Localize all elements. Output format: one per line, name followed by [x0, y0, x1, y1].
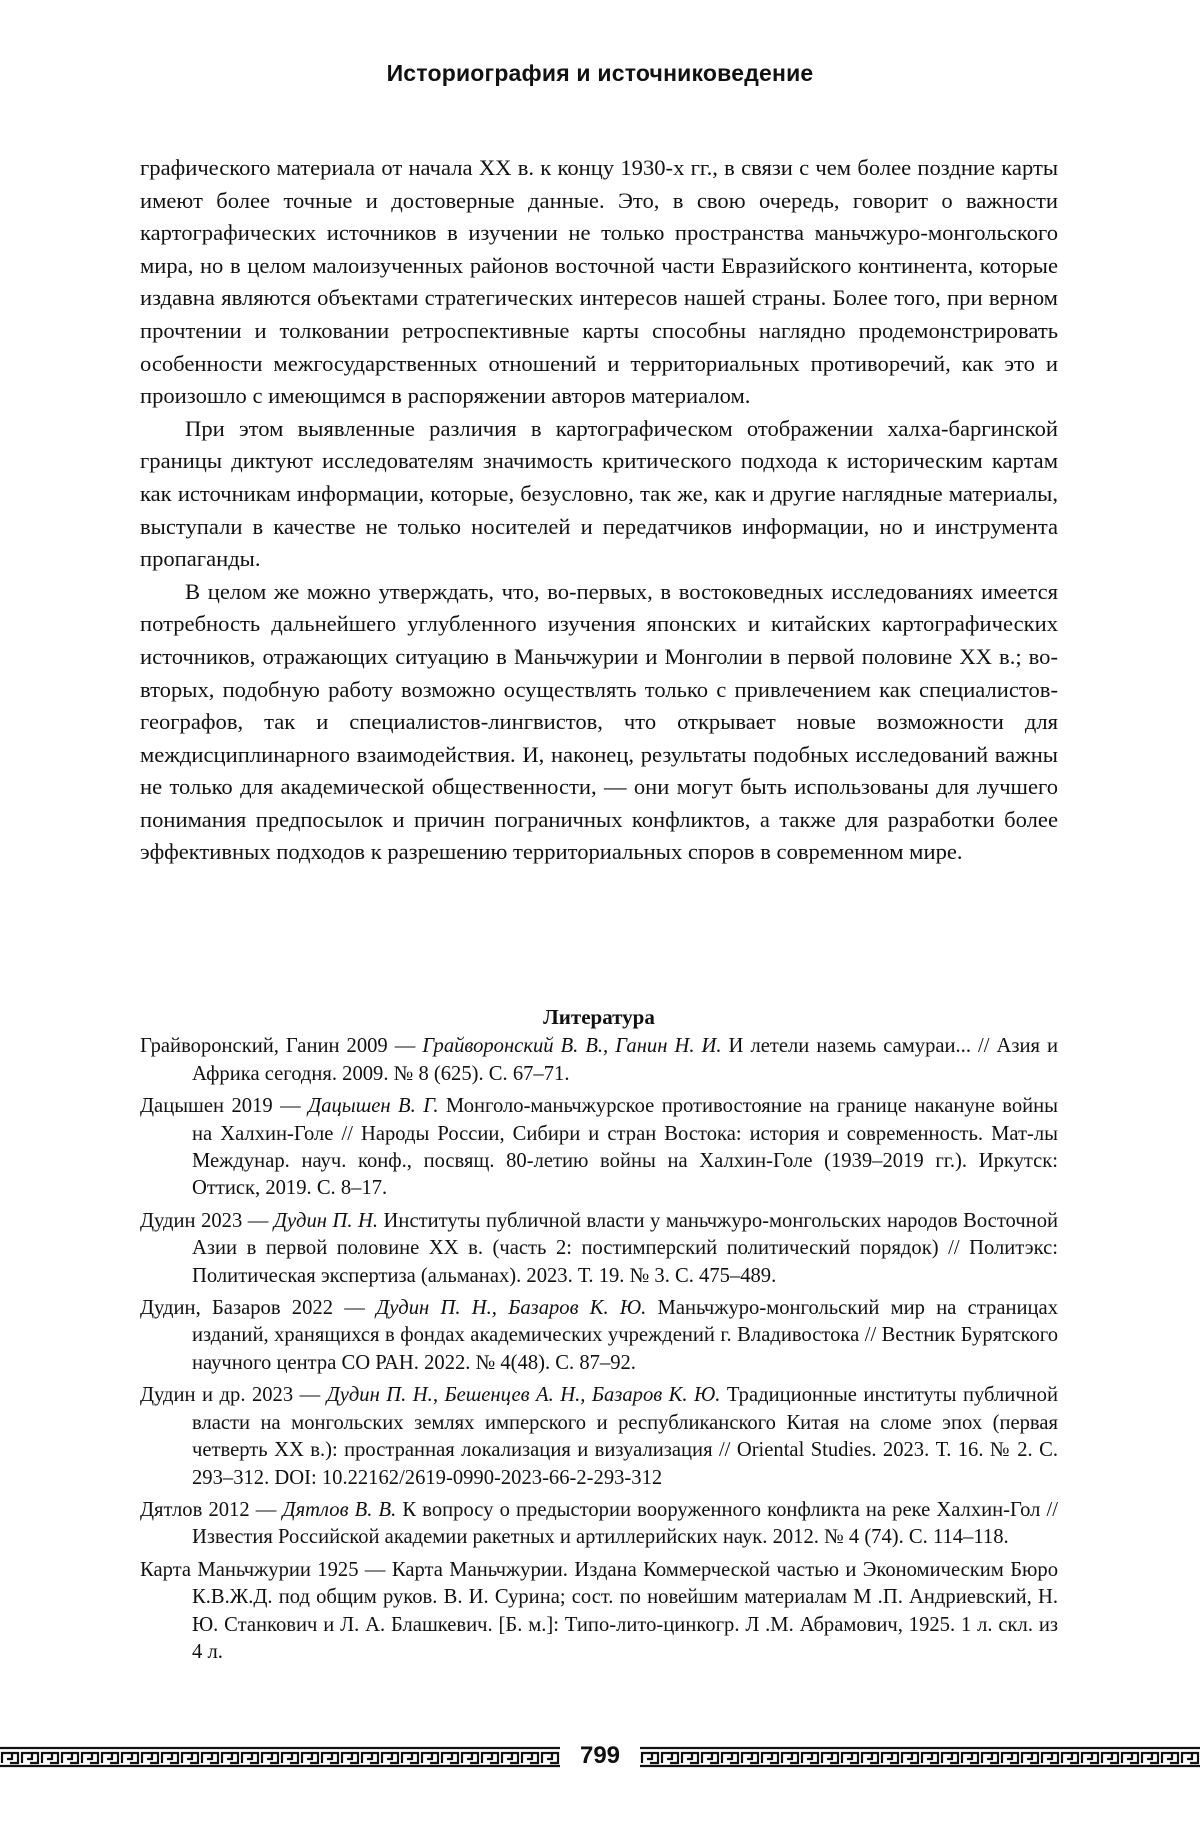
meander-ornament-right-icon — [640, 1745, 1200, 1769]
reference-item — [140, 1382, 1058, 1492]
body-paragraph-3: В целом же можно утверждать, что, во-первых, в востоковедных исследованиях имеется потребность дальнейшего углубленного изучения японских и китайских картографических источников, отражающих ситуацию в Маньчжурии и Монголии в первой половине XX в.; во-вторых, подобную работу возможно осуществлять только с привлечением как специалистов-географов, так и специалистов-лингвистов, что открывает новые возможности для междисциплинарного взаимодействия. И, наконец, результаты подобных исследований важны не только для академической общественности, — они могут быть использованы для лучшего понимания предпосылок и причин пограничных конфликтов, а также для разработки более эффективных подходов к разрешению территориальных споров в современном мире. — [140, 578, 1058, 865]
reference-item — [140, 1033, 1058, 1088]
reference-key: Дудин, Базаров 2022 — — [140, 1297, 377, 1320]
reference-authors: Дацышен В. Г. — [308, 1095, 439, 1118]
reference-details: Маньчжуро-монгольский мир на страницах изданий, хранящихся в фондах академических учреждений г. Владивостока // Вестник Бурятского научного центра СО РАН. 2022. № 4(48). С. 87–92. — [192, 1297, 1058, 1374]
page-number: 799 — [579, 1742, 621, 1769]
reference-details: Карта Маньчжурии. Издана Коммерческой частью и Экономическим Бюро К.В.Ж.Д. под общим руков. В. И. Сурина; сост. по новейшим материалам М .П. Андриевский, Н. Ю. Станкович и Л. А. Блашкевич. [Б. м.]: Типо-лито-цинкогр. Л .М. Абрамович, 1925. 1 л. скл. из 4 л. — [192, 1558, 1058, 1663]
reference-authors: Грайворонский В. В., Ганин Н. И. — [422, 1035, 722, 1058]
reference-details: К вопросу о предыстории вооруженного конфликта на реке Халхин-Гол // Известия Российской академии ракетных и артиллерийских наук. 2012. № 4 (74). С. 114–118. — [192, 1498, 1058, 1549]
reference-details: Монголо-маньчжурское противостояние на границе накануне войны на Халхин-Голе // Народы России, Сибири и стран Востока: история и современность. Мат-лы Междунар. науч. конф., посвящ. 80-летию войны на Халхин-Голе (1939–2019 гг.). Иркутск: Оттиск, 2019. С. 8–17. — [192, 1095, 1059, 1200]
running-header-title: Историография и источниковедение — [386, 60, 814, 86]
reference-key: Дудин и др. 2023 — — [140, 1384, 327, 1407]
reference-key: Грайворонский, Ганин 2009 — — [140, 1035, 423, 1058]
reference-authors: Дудин П. Н. — [273, 1209, 379, 1232]
reference-key: Дацышен 2019 — — [140, 1095, 309, 1118]
reference-key: Дудин 2023 — — [140, 1209, 274, 1232]
body-paragraph-1: графического материала от начала XX в. к концу 1930-х гг., в связи с чем более поздние карты имеют более точные и достоверные данные. Это, в свою очередь, говорит о важности картографических источников в изучении не только пространства маньчжуро-монгольского мира, но в целом малоизученных районов восточной части Евразийского континента, которые издавна являются объектами стратегических интересов нашей страны. Более того, при верном прочтении и толковании ретроспективные карты способны наглядно продемонстрировать особенности межгосударственных отношений и территориальных противоречий, как это и произошло с имеющимся в распоряжении авторов материалом. — [140, 155, 1058, 409]
references-section — [140, 1004, 1058, 1671]
reference-details: Традиционные институты публичной власти на монгольских землях имперского и республиканского Китая на сломе эпох (первая четверть XX в.): пространная локализация и визуализация // Oriental Studies. 2023. Т. 16. № 2. С. 293–312. DOI: 10.22162/2619-0990-2023-66-2-293-312 — [192, 1384, 1058, 1489]
reference-authors: Дудин П. Н., Базаров К. Ю. — [376, 1297, 647, 1320]
reference-details: Институты публичной власти у маньчжуро-монгольских народов Восточной Азии в первой половине XX в. (часть 2: постимперский политический порядок) // Политэкс: Политическая экспертиза (альманах). 2023. Т. 19. № 3. С. 475–489. — [192, 1209, 1059, 1287]
reference-authors: Дудин П. Н., Бешенцев А. Н., Базаров К. Ю. — [326, 1384, 721, 1407]
reference-key: Карта Маньчжурии 1925 — — [140, 1558, 392, 1581]
reference-item — [140, 1557, 1058, 1667]
reference-item — [140, 1295, 1058, 1377]
reference-item — [140, 1093, 1058, 1203]
reference-authors: Дятлов В. В. — [282, 1498, 397, 1521]
body-text — [140, 152, 1058, 869]
reference-item — [140, 1208, 1058, 1290]
reference-details: И летели наземь самураи... // Азия и Африка сегодня. 2009. № 8 (625). С. 67–71. — [192, 1035, 1058, 1085]
references-title: Литература — [543, 1005, 655, 1029]
meander-ornament-left-icon — [0, 1745, 560, 1769]
reference-key: Дятлов 2012 — — [140, 1498, 283, 1521]
reference-item — [140, 1497, 1058, 1552]
page-footer — [0, 1742, 1200, 1769]
body-paragraph-2: При этом выявленные различия в картографическом отображении халха-баргинской границы диктуют исследователям значимость критического подхода к историческим картам как источникам информации, которые, безусловно, так же, как и другие наглядные материалы, выступали в качестве не только носителей и передатчиков информации, но и инструмента пропаганды. — [140, 415, 1058, 572]
